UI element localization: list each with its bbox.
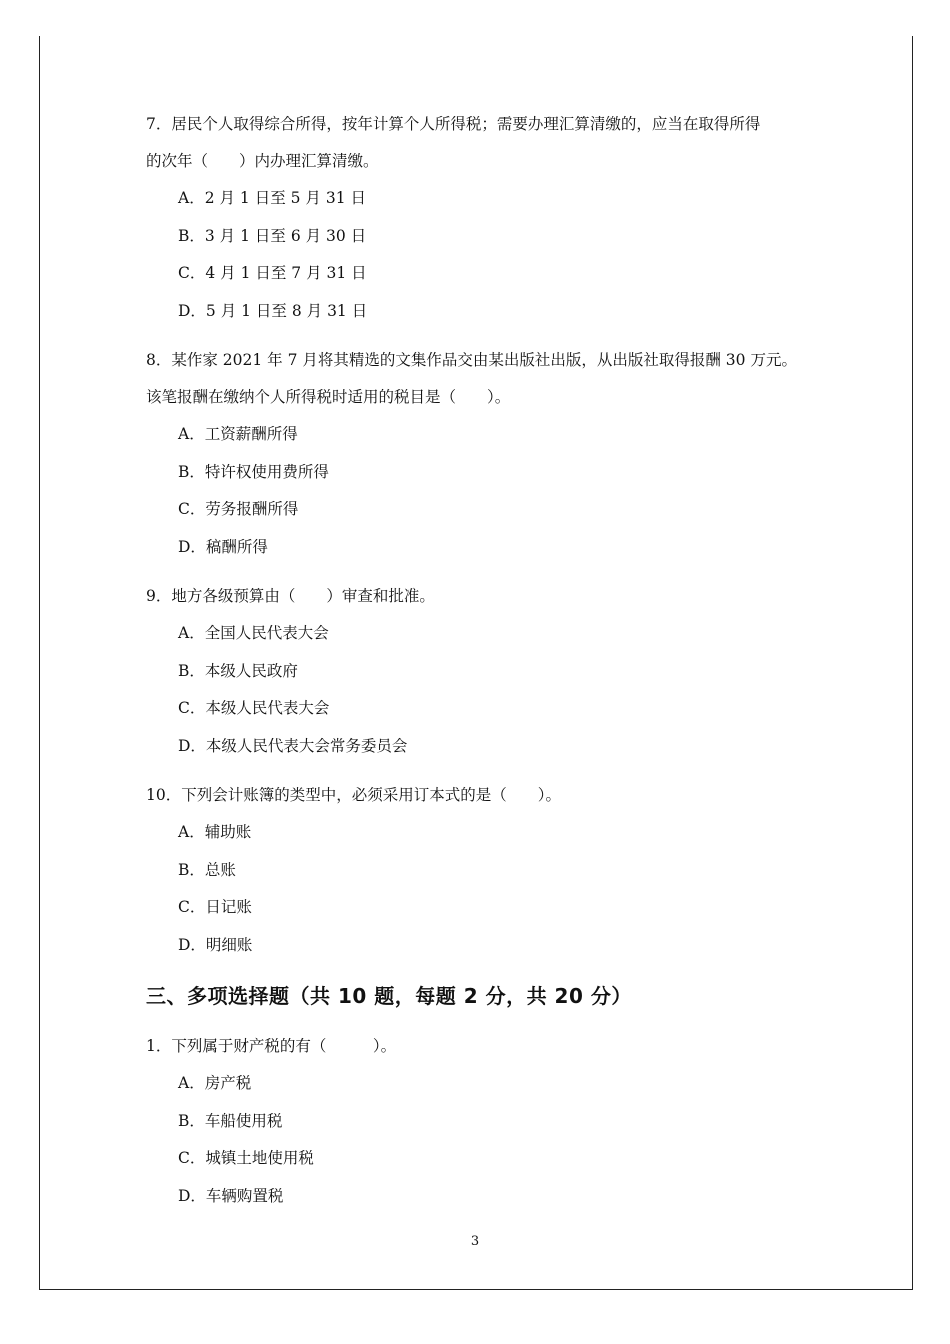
option-a: A．2 月 1 日至 5 月 31 日 — [178, 189, 366, 207]
options-list — [146, 180, 826, 330]
option-c: C．城镇土地使用税 — [178, 1149, 314, 1167]
option-d: D．车辆购置税 — [178, 1186, 284, 1205]
question-text: 8．某作家 2021 年 7 月将其精选的文集作品交由某出版社出版，从出版社取得报酬 30 万元。 — [146, 351, 797, 369]
question-7 — [146, 106, 826, 330]
option-c: C．4 月 1 日至 7 月 31 日 — [178, 264, 367, 282]
page-number: 3 — [470, 1234, 480, 1249]
option-d: D．稿酬所得 — [178, 537, 268, 556]
page-content — [146, 106, 826, 1227]
options-list — [146, 615, 826, 765]
option-c: C．本级人民代表大会 — [178, 699, 330, 717]
options-list — [146, 416, 826, 566]
option-d: D．明细账 — [178, 935, 253, 954]
question-text: 7．居民个人取得综合所得，按年计算个人所得税；需要办理汇算清缴的，应当在取得所得 — [146, 115, 761, 133]
option-d: D．本级人民代表大会常务委员会 — [178, 736, 408, 755]
question-text: 的次年（ ）内办理汇算清缴。 — [146, 152, 379, 170]
options-list — [146, 814, 826, 964]
option-c: C．劳务报酬所得 — [178, 500, 299, 518]
question-text: 10．下列会计账簿的类型中，必须采用订本式的是（ ）。 — [146, 786, 561, 804]
option-a: A．工资薪酬所得 — [178, 425, 298, 443]
option-a: A．房产税 — [178, 1074, 252, 1092]
question-10 — [146, 777, 826, 964]
question-9 — [146, 578, 826, 765]
option-c: C．日记账 — [178, 898, 252, 916]
options-list — [146, 1065, 826, 1215]
question-text: 该笔报酬在缴纳个人所得税时适用的税目是（ ）。 — [146, 388, 511, 406]
option-a: A．辅助账 — [178, 823, 252, 841]
question-8 — [146, 342, 826, 566]
section-heading: 三、多项选择题（共 10 题，每题 2 分，共 20 分） — [146, 984, 632, 1008]
option-a: A．全国人民代表大会 — [178, 624, 329, 642]
question-text: 9．地方各级预算由（ ）审查和批准。 — [146, 587, 435, 605]
option-b: B．本级人民政府 — [178, 661, 298, 680]
multi-question-1 — [146, 1028, 826, 1215]
option-d: D．5 月 1 日至 8 月 31 日 — [178, 301, 368, 320]
option-b: B．特许权使用费所得 — [178, 462, 329, 481]
option-b: B．车船使用税 — [178, 1111, 283, 1130]
question-text: 1．下列属于财产税的有（ ）。 — [146, 1037, 397, 1055]
option-b: B．3 月 1 日至 6 月 30 日 — [178, 226, 367, 245]
option-b: B．总账 — [178, 860, 236, 879]
